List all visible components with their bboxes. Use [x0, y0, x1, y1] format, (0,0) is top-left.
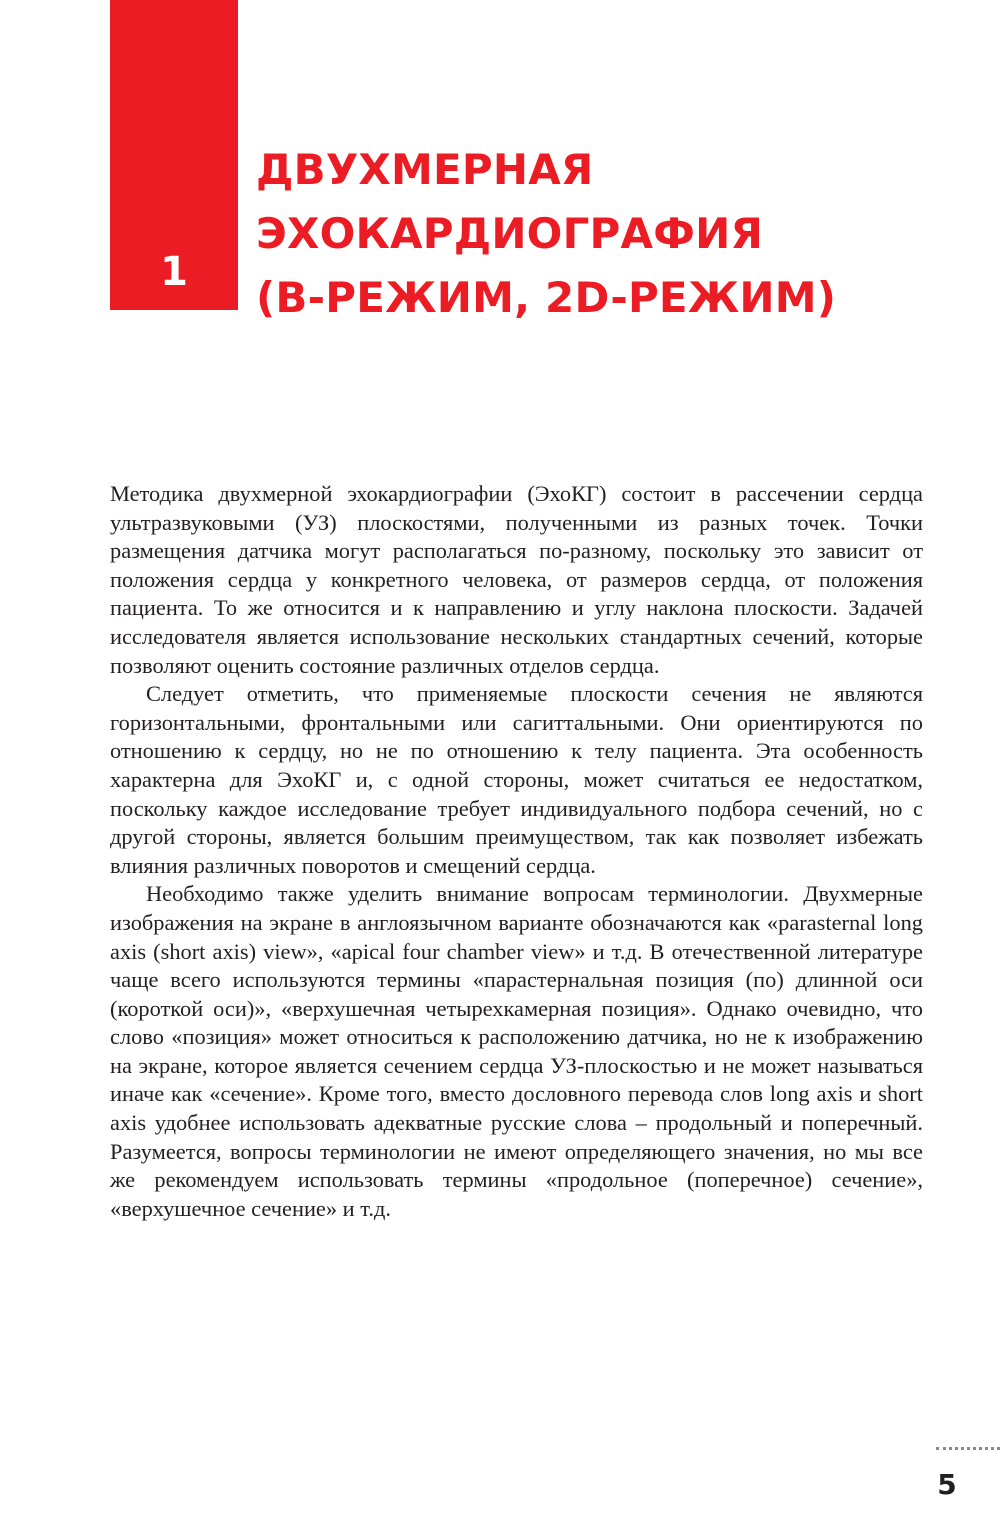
- body-text: [110, 480, 923, 1223]
- chapter-color-block: [110, 0, 238, 310]
- footer-rule: [936, 1447, 1000, 1450]
- chapter-title: [256, 138, 976, 330]
- paragraph: Методика двухмерной эхокардиографии (ЭхоКГ) состоит в рассечении сердца ультразвуковыми (УЗ) плоскостями, полученными из разных точек. Точки размещения датчика могут располагаться по-разному, поскольку это зависит от положения сердца у конкретного человека, от размеров сердца, от положения пациента. То же относится и к направлению и углу наклона плоскости. Задачей исследователя является использование нескольких стандартных сечений, которые позволяют оценить состояние различных отделов сердца.: [110, 481, 923, 678]
- chapter-title-line: (B-РЕЖИМ, 2D-РЕЖИМ): [256, 273, 837, 322]
- page-number: 5: [937, 1468, 957, 1501]
- chapter-title-line: ДВУХМЕРНАЯ: [256, 145, 594, 194]
- paragraph: Необходимо также уделить внимание вопросам терминологии. Двухмерные изображения на экране в англоязычном варианте обозначаются как «parasternal long axis (short axis) view», «apical four chamber view» и т.д. В отечественной литературе чаще всего используются термины «парастернальная позиция (по) длинной оси (короткой оси)», «верхушечная четырехкамерная позиция». Однако очевидно, что слово «позиция» может относиться к расположению датчика, но не к изображению на экране, которое является сечением сердца УЗ-плоскостью и не может называться иначе как «сечение». Кроме того, вместо дословного перевода слов long axis и short axis удобнее использовать адекватные русские слова – продольный и поперечный. Разумеется, вопросы терминологии не имеют определяющего значения, но мы все же рекомендуем использовать термины «продольное (поперечное) сечение», «верхушечное сечение» и т.д.: [110, 881, 923, 1221]
- chapter-number: 1: [160, 249, 188, 295]
- chapter-title-line: ЭХОКАРДИОГРАФИЯ: [256, 209, 763, 258]
- paragraph: Следует отметить, что применяемые плоскости сечения не являются горизонтальными, фронтальными или сагиттальными. Они ориентируются по отношению к сердцу, но не по отношению к телу пациента. Эта особенность характерна для ЭхоКГ и, с одной стороны, может считаться ее недостатком, поскольку каждое исследование требует индивидуального подбора сечений, но с другой стороны, является большим преимуществом, так как позволяет избежать влияния различных поворотов и смещений сердца.: [110, 681, 923, 878]
